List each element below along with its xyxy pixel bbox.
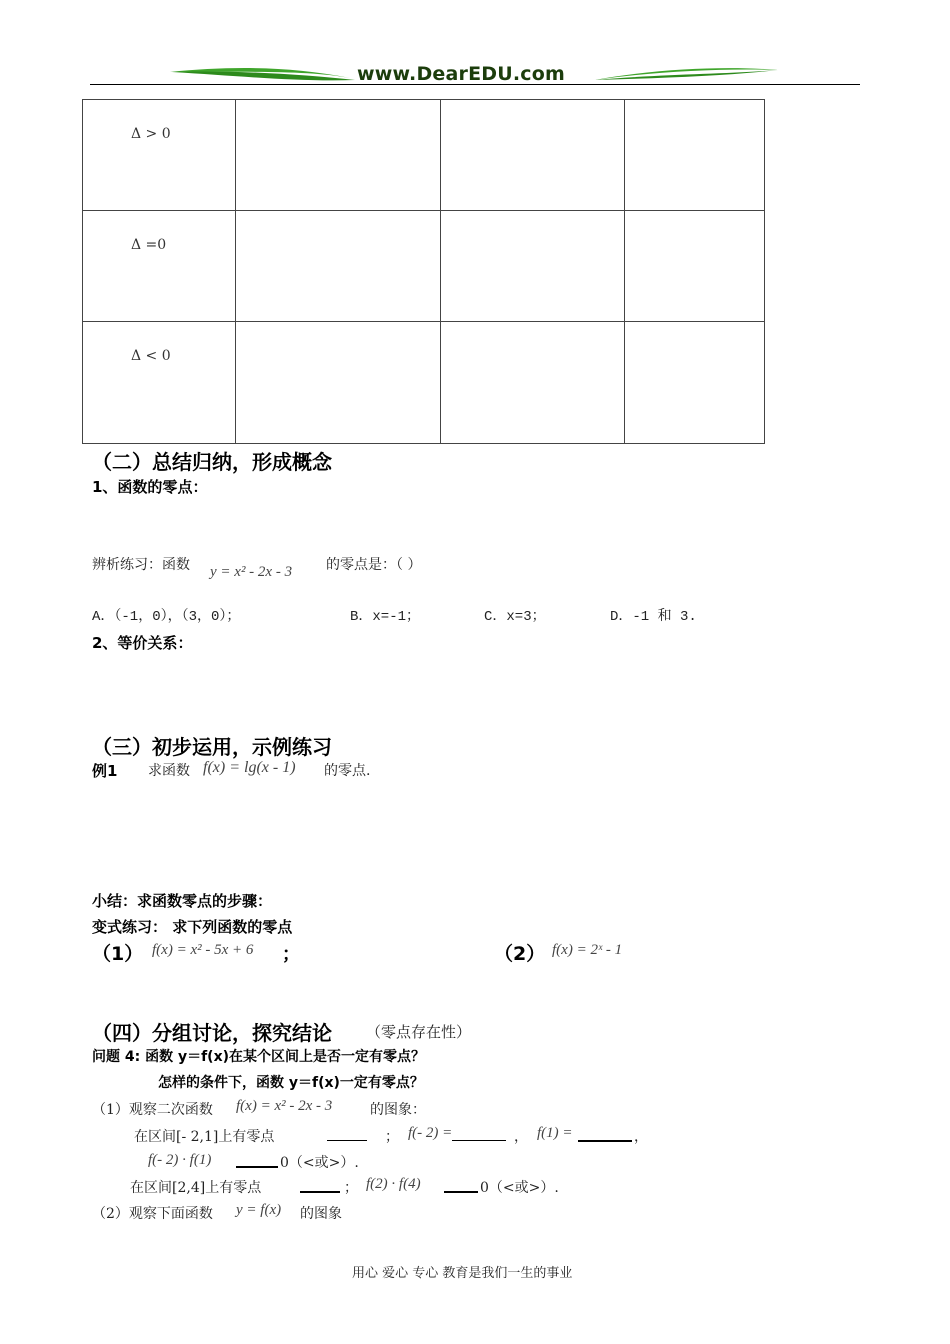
observe-2-suffix: 的图象 <box>300 1206 342 1222</box>
example-label: 例1 <box>92 762 118 780</box>
observe-1-formula: f(x) = x² - 2x - 3 <box>236 1098 333 1114</box>
observe-2-formula: y = f(x) <box>236 1202 282 1218</box>
condition-cell: Δ > 0 <box>83 100 236 211</box>
equivalence-heading: 2、等价关系： <box>92 634 193 652</box>
answer-blank[interactable] <box>578 1126 632 1142</box>
answer-blank[interactable] <box>236 1152 278 1168</box>
example-prefix: 求函数 <box>148 763 190 779</box>
section4-title: （四）分组讨论，探究结论 <box>92 1021 332 1045</box>
table-cell <box>236 322 441 444</box>
practice-formula: y = x² - 2x - 3 <box>210 564 293 580</box>
punct: ； <box>385 1129 399 1145</box>
answer-blank[interactable] <box>300 1177 340 1193</box>
discriminant-table <box>82 99 765 444</box>
zero-point-heading: 1、函数的零点： <box>92 478 208 496</box>
option-b: B．x=-1； <box>350 609 421 625</box>
option-c: C．x=3； <box>484 609 546 625</box>
variant-1-label: （1） <box>92 943 144 965</box>
example-formula: f(x) = lg(x - 1) <box>203 759 296 776</box>
variant-2-label: （2） <box>494 943 546 965</box>
section2-title: （二）总结归纳，形成概念 <box>92 450 332 474</box>
answer-blank[interactable] <box>452 1126 506 1141</box>
table-row <box>83 322 765 444</box>
condition-cell: Δ < 0 <box>83 322 236 444</box>
punct: ， <box>514 1129 528 1145</box>
answer-blank[interactable] <box>327 1126 367 1141</box>
variant-2-formula: f(x) = 2ˣ - 1 <box>552 942 623 958</box>
table-cell <box>441 211 625 322</box>
punct: ， <box>634 1129 648 1145</box>
observe-1-suffix: 的图象： <box>370 1102 426 1118</box>
answer-blank[interactable] <box>444 1177 478 1193</box>
footer-motto: 用心 爱心 专心 教育是我们一生的事业 <box>352 1266 573 1281</box>
section4-note: （零点存在性） <box>366 1023 472 1041</box>
f-neg2-label: f(- 2) = <box>408 1125 453 1141</box>
table-cell <box>625 211 765 322</box>
table-cell <box>236 211 441 322</box>
option-a: A．（-1，0），（3，0）； <box>92 609 241 625</box>
f-1-label: f(1) = <box>537 1125 573 1141</box>
product-2-label: f(2) · f(4) <box>366 1176 421 1192</box>
interval-2-text: 在区间[2,4]上有零点 <box>130 1180 262 1196</box>
summary-label: 小结：求函数零点的步骤： <box>92 892 273 910</box>
question-4: 问题 4: 函数 y＝f(x)在某个区间上是否一定有零点？ <box>92 1049 426 1065</box>
compare-1-text: 0（<或>）. <box>280 1155 359 1171</box>
observe-1-prefix: （1）观察二次函数 <box>92 1102 213 1118</box>
section3-title: （三）初步运用，示例练习 <box>92 735 332 759</box>
site-name: www.DearEDU.com <box>357 63 566 85</box>
table-cell <box>236 100 441 211</box>
compare-2-text: 0（<或>）. <box>480 1180 559 1196</box>
table-cell <box>625 100 765 211</box>
product-1-label: f(- 2) · f(1) <box>148 1152 212 1168</box>
interval-1-text: 在区间[- 2,1]上有零点 <box>134 1129 275 1145</box>
observe-2-prefix: （2）观察下面函数 <box>92 1206 213 1222</box>
table-cell <box>441 322 625 444</box>
variant-1-formula: f(x) = x² - 5x + 6 <box>152 942 254 958</box>
table-cell <box>441 100 625 211</box>
practice-suffix: 的零点是：（ ） <box>326 557 422 573</box>
table-cell <box>625 322 765 444</box>
punct: ； <box>344 1180 358 1196</box>
practice-prefix: 辨析练习：函数 <box>92 557 190 573</box>
table-row <box>83 100 765 211</box>
variant-1-end: ； <box>282 944 300 965</box>
table-row <box>83 211 765 322</box>
option-d: D．-1 和 3. <box>610 609 697 625</box>
example-suffix: 的零点. <box>324 763 371 779</box>
variant-heading: 变式练习： 求下列函数的零点 <box>92 918 293 936</box>
question-4-follow: 怎样的条件下，函数 y＝f(x)一定有零点？ <box>158 1075 424 1091</box>
condition-cell: Δ =0 <box>83 211 236 322</box>
